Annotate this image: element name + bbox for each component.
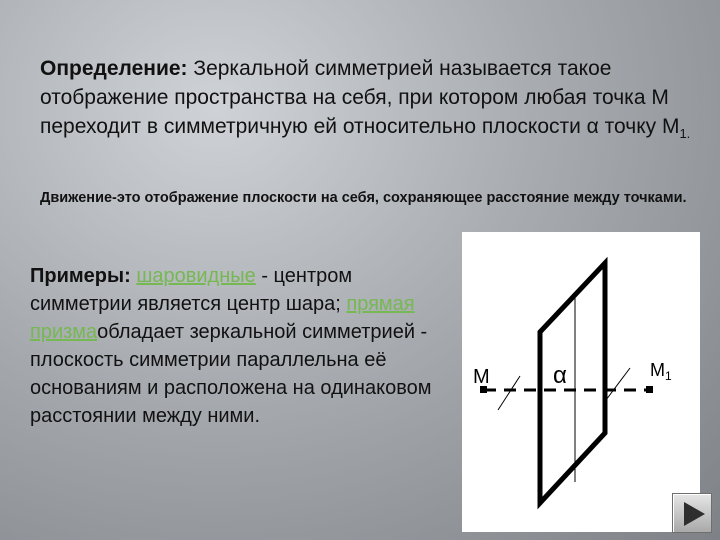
definition-subscript: 1. [679,126,691,142]
label-m1-main: М [650,360,665,380]
tick-right [606,368,630,400]
link-right-prism[interactable]: прямая призма [30,293,415,343]
definition-lead: Определение: [40,57,188,80]
link-spherical[interactable]: шаровидные [136,265,256,287]
examples-text-2: обладает зеркальной симметрией - плоскость симметрии параллельна её основаниям и расположена на одинаковом расстоянии между ними. [30,321,432,427]
motion-definition: Движение-это отображение плоскости на себя, сохраняющее расстояние между точками. [40,190,687,206]
label-m1-sub: 1 [665,369,672,383]
definition-paragraph [40,54,700,148]
figure-drawing [462,232,700,532]
definition-text: Зеркальной симметрией называется такое отображение пространства на себя, при котором любая точка М переходит в симметричную ей относительно плоскости α точку М [40,57,680,138]
examples-paragraph [30,262,440,430]
label-m1 [650,360,672,383]
plane-alpha [540,263,605,503]
label-alpha: α [553,362,567,389]
label-m: М [473,366,490,388]
mirror-symmetry-figure [462,232,700,532]
examples-lead: Примеры: [30,265,131,287]
play-triangle-icon [673,494,713,534]
examples-text-1: - центром симметрии является центр шара; [30,265,353,315]
next-slide-button[interactable] [672,493,712,533]
tick-left [498,376,520,410]
point-m1 [646,386,653,393]
